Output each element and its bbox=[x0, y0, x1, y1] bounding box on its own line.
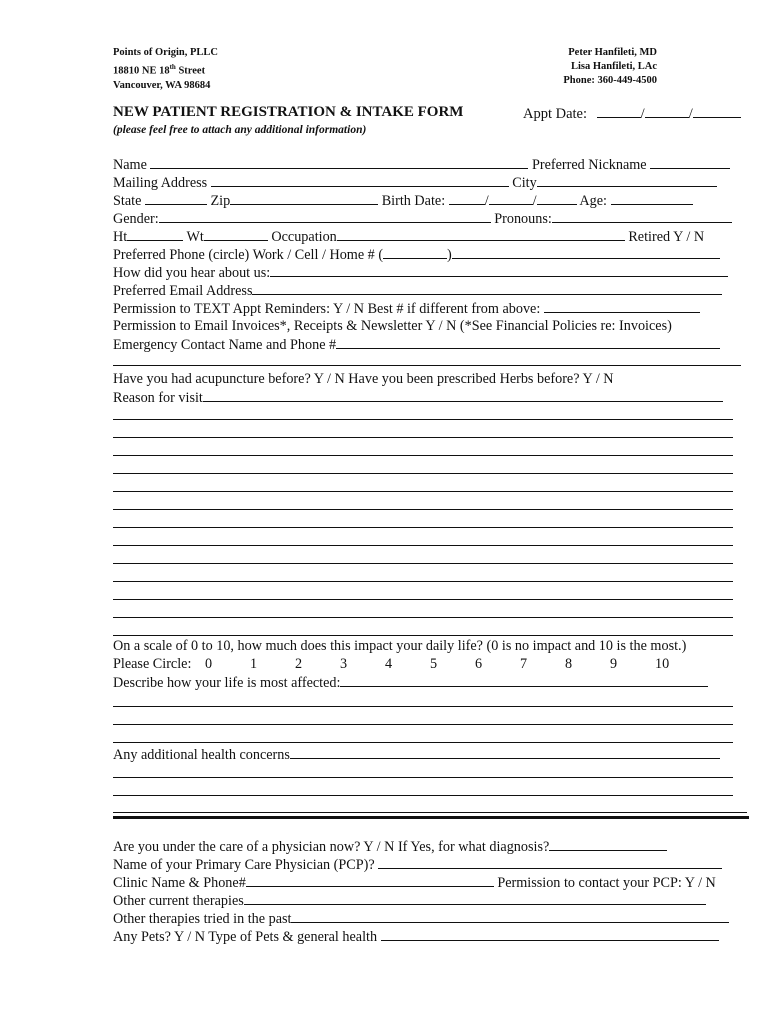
zip-label: Zip bbox=[210, 193, 231, 209]
scale-option[interactable]: 2 bbox=[295, 656, 303, 672]
scale-option[interactable]: 1 bbox=[250, 656, 258, 672]
other-tried-row bbox=[113, 909, 743, 927]
occupation-label: Occupation bbox=[271, 229, 337, 245]
street-text: 18810 NE 18 bbox=[113, 65, 170, 77]
scale-row bbox=[113, 655, 743, 673]
reason-line[interactable] bbox=[113, 527, 733, 528]
additional-field[interactable] bbox=[290, 745, 720, 759]
appt-year-field[interactable] bbox=[693, 104, 741, 118]
practice-info bbox=[113, 46, 218, 93]
emergency-extra-line[interactable] bbox=[113, 365, 741, 366]
acupuncture-label[interactable]: Have you had acupuncture before? Y / N Have you been prescribed Herbs before? Y / N bbox=[113, 371, 614, 387]
reason-label: Reason for visit bbox=[113, 390, 203, 406]
reason-line[interactable] bbox=[113, 491, 733, 492]
scale-option[interactable]: 5 bbox=[430, 656, 438, 672]
scale-option[interactable]: 10 bbox=[655, 656, 670, 672]
nickname-field[interactable] bbox=[650, 155, 730, 169]
reason-line[interactable] bbox=[113, 617, 733, 618]
wt-field[interactable] bbox=[204, 227, 268, 241]
reason-line[interactable] bbox=[113, 419, 733, 420]
doctor-info bbox=[553, 46, 657, 88]
ht-label: Ht bbox=[113, 229, 128, 245]
clinic-field[interactable] bbox=[246, 873, 494, 887]
nickname-label: Preferred Nickname bbox=[531, 157, 647, 173]
scale-option[interactable]: 6 bbox=[475, 656, 483, 672]
reason-field[interactable] bbox=[203, 388, 723, 402]
physician-label[interactable]: Are you under the care of a physician now? Y / N If Yes, for what diagnosis? bbox=[113, 839, 550, 855]
scale-question: On a scale of 0 to 10, how much does this impact your daily life? (0 is no impact and 10 is the most.) bbox=[113, 638, 687, 654]
practice-city: Vancouver, WA 98684 bbox=[113, 79, 211, 91]
describe-row bbox=[113, 673, 743, 691]
physician-row bbox=[113, 837, 743, 855]
state-field[interactable] bbox=[145, 191, 207, 205]
describe-line[interactable] bbox=[113, 706, 733, 707]
pets-row bbox=[113, 927, 743, 945]
state-row: State Zip Birth Date: / / Age: bbox=[113, 191, 743, 209]
street-suffix: Street bbox=[175, 65, 206, 77]
scale-option[interactable]: 3 bbox=[340, 656, 348, 672]
occupation-field[interactable] bbox=[337, 227, 625, 241]
additional-line[interactable] bbox=[113, 777, 733, 778]
reason-line[interactable] bbox=[113, 545, 733, 546]
appt-day-field[interactable] bbox=[645, 104, 689, 118]
pronouns-field[interactable] bbox=[552, 209, 732, 223]
other-current-label: Other current therapies bbox=[113, 893, 244, 909]
text-perm-row bbox=[113, 299, 743, 317]
email-row bbox=[113, 281, 743, 299]
hear-row bbox=[113, 263, 743, 281]
reason-line[interactable] bbox=[113, 635, 733, 636]
birth-month-field[interactable] bbox=[449, 191, 485, 205]
name-label: Name bbox=[113, 157, 147, 173]
pets-label[interactable]: Any Pets? Y / N Type of Pets & general health bbox=[113, 929, 378, 945]
retired-label[interactable]: Retired Y / N bbox=[628, 229, 705, 245]
name-field[interactable] bbox=[150, 155, 528, 169]
phone-field[interactable] bbox=[452, 245, 720, 259]
additional-row bbox=[113, 745, 743, 763]
street-sup: th bbox=[169, 63, 176, 71]
mailing-row bbox=[113, 173, 743, 191]
pcp-field[interactable] bbox=[378, 855, 722, 869]
emergency-label: Emergency Contact Name and Phone # bbox=[113, 337, 337, 353]
practice-phone: Phone: 360-449-4500 bbox=[563, 75, 657, 86]
appt-date: Appt Date: / / bbox=[523, 104, 741, 123]
clinic-label: Clinic Name & Phone# bbox=[113, 875, 246, 891]
pcp-row bbox=[113, 855, 743, 873]
phone-row: Preferred Phone (circle) Work / Cell / Home # ( ) bbox=[113, 245, 743, 263]
city-field[interactable] bbox=[537, 173, 717, 187]
pcp-perm-label[interactable]: Permission to contact your PCP: Y / N bbox=[497, 875, 716, 891]
ht-field[interactable] bbox=[127, 227, 183, 241]
appt-month-field[interactable] bbox=[597, 104, 641, 118]
practice-street bbox=[113, 60, 218, 79]
phone-area-field[interactable] bbox=[383, 245, 447, 259]
section-divider bbox=[113, 816, 749, 819]
scale-option[interactable]: 4 bbox=[385, 656, 393, 672]
form-title: NEW PATIENT REGISTRATION & INTAKE FORM bbox=[113, 104, 464, 120]
email-field[interactable] bbox=[252, 281, 722, 295]
diagnosis-field[interactable] bbox=[549, 837, 667, 851]
phone-label[interactable]: Preferred Phone (circle) Work / Cell / Home # ( bbox=[113, 247, 384, 263]
text-perm-label[interactable]: Permission to TEXT Appt Reminders: Y / N Best # if different from above: bbox=[113, 301, 541, 317]
email-perm-label[interactable]: Permission to Email Invoices*, Receipts & Newsletter Y / N (*See Financial Policies re: Invoices) bbox=[113, 318, 672, 334]
other-tried-label: Other therapies tried in the past bbox=[113, 911, 292, 927]
appt-date-label: Appt Date: bbox=[523, 106, 588, 122]
age-label: Age: bbox=[579, 193, 607, 209]
form-subtitle: (please feel free to attach any additional information) bbox=[113, 124, 367, 136]
emergency-row bbox=[113, 335, 743, 353]
email-perm-row bbox=[113, 317, 743, 335]
additional-label: Any additional health concerns bbox=[113, 747, 290, 763]
describe-line[interactable] bbox=[113, 742, 733, 743]
ht-row bbox=[113, 227, 743, 245]
additional-line[interactable] bbox=[113, 795, 733, 796]
email-label: Preferred Email Address bbox=[113, 283, 253, 299]
reason-line[interactable] bbox=[113, 563, 733, 564]
age-field[interactable] bbox=[611, 191, 693, 205]
reason-line[interactable] bbox=[113, 509, 733, 510]
pcp-label: Name of your Primary Care Physician (PCP)? bbox=[113, 857, 375, 873]
birth-label: Birth Date: bbox=[381, 193, 446, 209]
describe-field[interactable] bbox=[340, 673, 708, 687]
reason-row bbox=[113, 388, 743, 406]
scale-option[interactable]: 8 bbox=[565, 656, 573, 672]
pronouns-label: Pronouns: bbox=[494, 211, 552, 227]
other-current-field[interactable] bbox=[244, 891, 706, 905]
other-current-row bbox=[113, 891, 743, 909]
reason-line[interactable] bbox=[113, 455, 733, 456]
describe-label: Describe how your life is most affected: bbox=[113, 675, 341, 691]
doctor-2: Lisa Hanfileti, LAc bbox=[570, 61, 657, 72]
acupuncture-row bbox=[113, 370, 743, 388]
gender-field[interactable] bbox=[159, 209, 491, 223]
scale-option[interactable]: 9 bbox=[610, 656, 618, 672]
name-row bbox=[113, 155, 743, 173]
city-label: City bbox=[512, 175, 537, 191]
gender-row bbox=[113, 209, 743, 227]
reason-line[interactable] bbox=[113, 437, 733, 438]
zip-field[interactable] bbox=[230, 191, 378, 205]
emergency-field[interactable] bbox=[336, 335, 720, 349]
scale-option[interactable]: 7 bbox=[520, 656, 528, 672]
describe-line[interactable] bbox=[113, 724, 733, 725]
hear-label: How did you hear about us: bbox=[113, 265, 271, 281]
best-number-field[interactable] bbox=[544, 299, 700, 313]
birth-day-field[interactable] bbox=[489, 191, 533, 205]
pets-field[interactable] bbox=[381, 927, 719, 941]
clinic-row bbox=[113, 873, 743, 891]
other-tried-field[interactable] bbox=[291, 909, 729, 923]
mailing-field[interactable] bbox=[211, 173, 509, 187]
reason-line[interactable] bbox=[113, 599, 733, 600]
gender-label: Gender: bbox=[113, 211, 159, 227]
hear-field[interactable] bbox=[270, 263, 728, 277]
birth-year-field[interactable] bbox=[537, 191, 577, 205]
state-label: State bbox=[113, 193, 142, 209]
scale-option[interactable]: 0 bbox=[205, 656, 213, 672]
wt-label: Wt bbox=[186, 229, 204, 245]
doctor-1: Peter Hanfileti, MD bbox=[568, 47, 657, 58]
mailing-label: Mailing Address bbox=[113, 175, 208, 191]
additional-line[interactable] bbox=[113, 812, 747, 813]
reason-line[interactable] bbox=[113, 581, 733, 582]
reason-line[interactable] bbox=[113, 473, 733, 474]
practice-name: Points of Origin, PLLC bbox=[113, 47, 219, 58]
please-circle-label: Please Circle: bbox=[113, 656, 192, 672]
